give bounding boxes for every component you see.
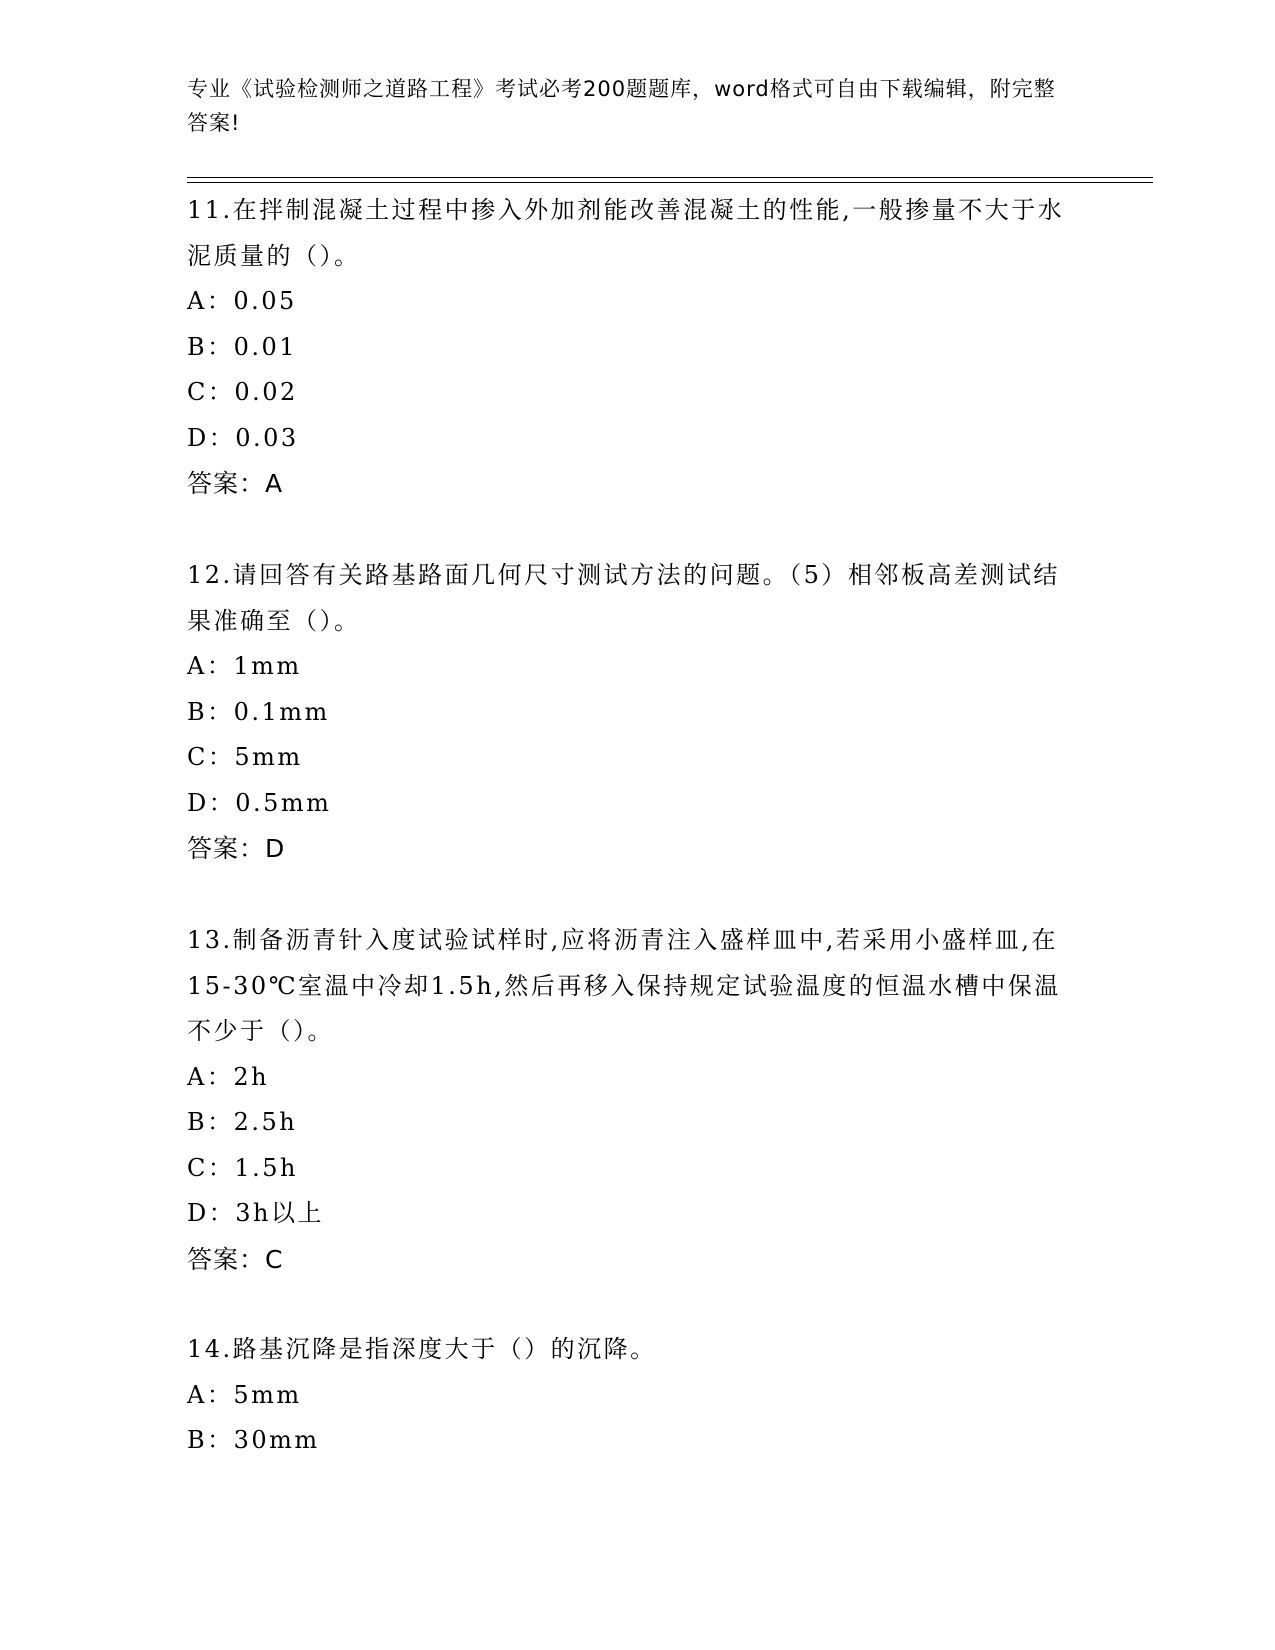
option-d: D：3h以上: [187, 1199, 324, 1227]
option-a: A：5mm: [187, 1380, 302, 1409]
option-a: A：0.05: [187, 287, 297, 315]
option-b: B：2.5h: [187, 1108, 298, 1136]
option-c: C：1.5h: [187, 1153, 298, 1182]
document-header: 专业《试验检测师之道路工程》考试必考200题题库，word格式可自由下载编辑，附完整答案!: [187, 77, 1056, 135]
option-a: A：1mm: [187, 652, 302, 680]
answer-line: 答案：A: [187, 469, 284, 498]
question-14: [187, 1327, 1067, 1464]
question-12: [187, 553, 1067, 872]
option-b: B：0.1mm: [187, 697, 330, 726]
option-a: A：2h: [187, 1062, 270, 1091]
answer-line: 答案：C: [187, 1244, 284, 1274]
question-13: [187, 918, 1067, 1282]
answer-line: 答案：D: [187, 834, 286, 863]
question-text: 13.制备沥青针入度试验试样时,应将沥青注入盛样皿中,若采用小盛样皿,在15-30℃室温中冷却1.5h,然后再移入保持规定试验温度的恒温水槽中保温不少于（）。: [187, 926, 1061, 1045]
option-b: B：30mm: [187, 1426, 320, 1454]
question-11: [187, 188, 1067, 507]
header-divider-bottom: [187, 182, 1153, 183]
question-text: 12.请回答有关路基路面几何尺寸测试方法的问题。（5）相邻板高差测试结果准确至（）。: [187, 561, 1060, 635]
header-divider-top: [187, 177, 1153, 178]
option-d: D：0.03: [187, 423, 299, 452]
question-text: 11.在拌制混凝土过程中掺入外加剂能改善混凝土的性能,一般掺量不大于水泥质量的（）。: [187, 196, 1065, 270]
option-c: C：0.02: [187, 378, 298, 406]
question-text: 14.路基沉降是指深度大于（）的沉降。: [187, 1335, 657, 1363]
option-d: D：0.5mm: [187, 788, 332, 817]
option-b: B：0.01: [187, 332, 298, 361]
option-c: C：5mm: [187, 743, 303, 771]
